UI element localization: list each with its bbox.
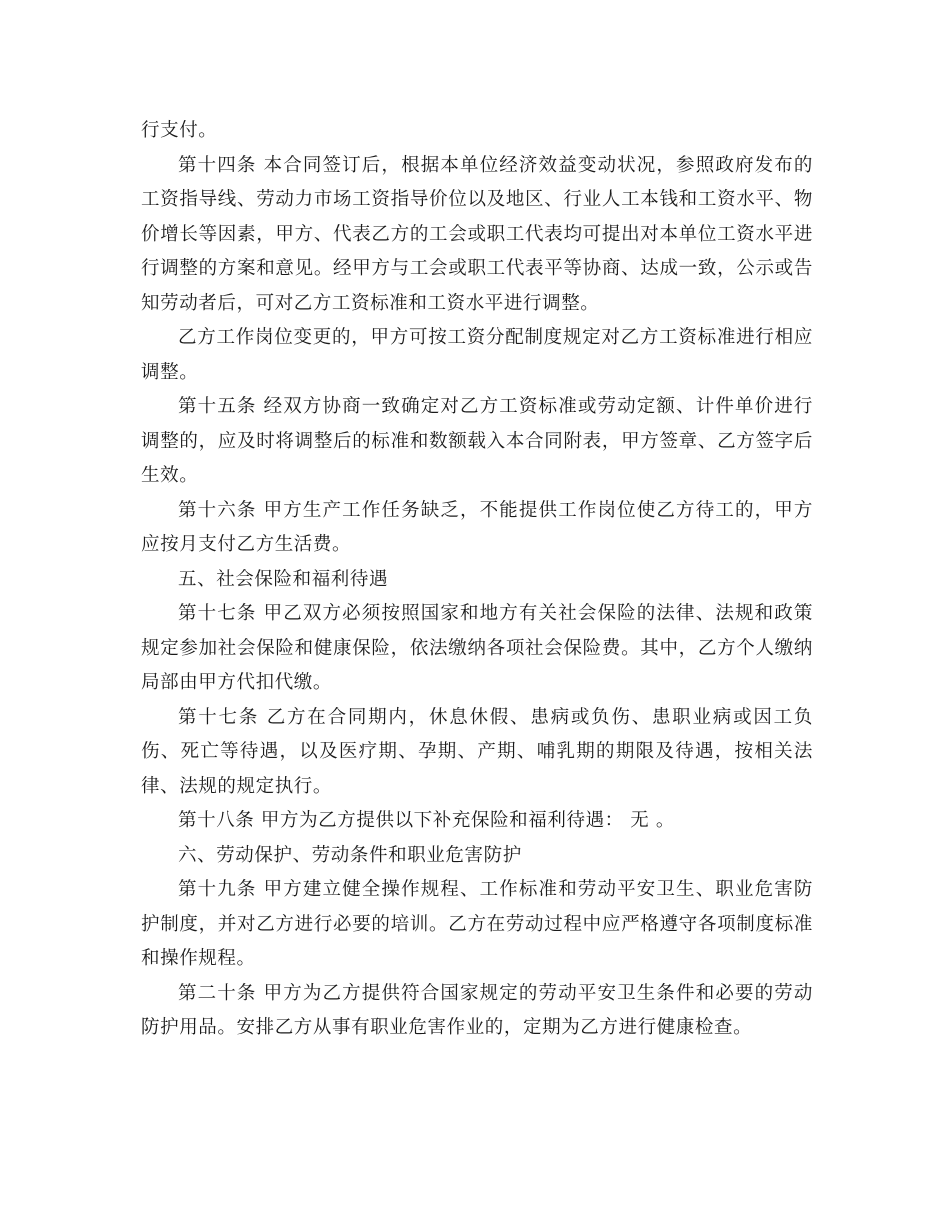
paragraph-position-change: 乙方工作岗位变更的，甲方可按工资分配制度规定对乙方工资标准进行相应调整。 (141, 327, 813, 383)
paragraph-article-17a: 第十七条 甲乙双方必须按照国家和地方有关社会保险的法律、法规和政策规定参加社会保险和健康保险，依法缴纳各项社会保险费。其中，乙方个人缴纳局部由甲方代扣代缴。 (141, 603, 813, 693)
paragraph-article-18: 第十八条 甲方为乙方提供以下补充保险和福利待遇： 无 。 (178, 810, 675, 831)
paragraph-article-17b: 第十七条 乙方在合同期内，休息休假、患病或负伤、患职业病或因工负伤、死亡等待遇，以及医疗期、孕期、产期、哺乳期的期限及待遇，按相关法律、法规的规定执行。 (141, 706, 813, 797)
paragraph-article-19: 第十九条 甲方建立健全操作规程、工作标准和劳动平安卫生、职业危害防护制度，并对乙方进行必要的培训。乙方在劳动过程中应严格遵守各项制度标准和操作规程。 (141, 879, 813, 969)
paragraph-article-14: 第十四条 本合同签订后，根据本单位经济效益变动状况，参照政府发布的工资指导线、劳动力市场工资指导价位以及地区、行业人工本钱和工资水平、物价增长等因素，甲方、代表乙方的工会或职工代表均可提出对本单位工资水平进行调整的方案和意见。经甲方与工会或职工代表平等协商、达成一致，公示或告知劳动者后，可对乙方工资标准和工资水平进行调整。 (141, 154, 813, 314)
paragraph-article-15: 第十五条 经双方协商一致确定对乙方工资标准或劳动定额、计件单价进行调整的，应及时将调整后的标准和数额载入本合同附表，甲方签章、乙方签字后生效。 (141, 396, 813, 486)
paragraph-article-20: 第二十条 甲方为乙方提供符合国家规定的劳动平安卫生条件和必要的劳动防护用品。安排乙方从事有职业危害作业的，定期为乙方进行健康检查。 (141, 982, 813, 1038)
paragraph-article-16: 第十六条 甲方生产工作任务缺乏，不能提供工作岗位使乙方待工的，甲方应按月支付乙方生活费。 (141, 499, 813, 555)
document-body (141, 114, 813, 1046)
section-heading-labor-protection: 六、劳动保护、劳动条件和职业危害防护 (178, 844, 522, 866)
section-heading-social-insurance: 五、社会保险和福利待遇 (178, 568, 389, 590)
paragraph-continuation: 行支付。 (141, 120, 218, 141)
